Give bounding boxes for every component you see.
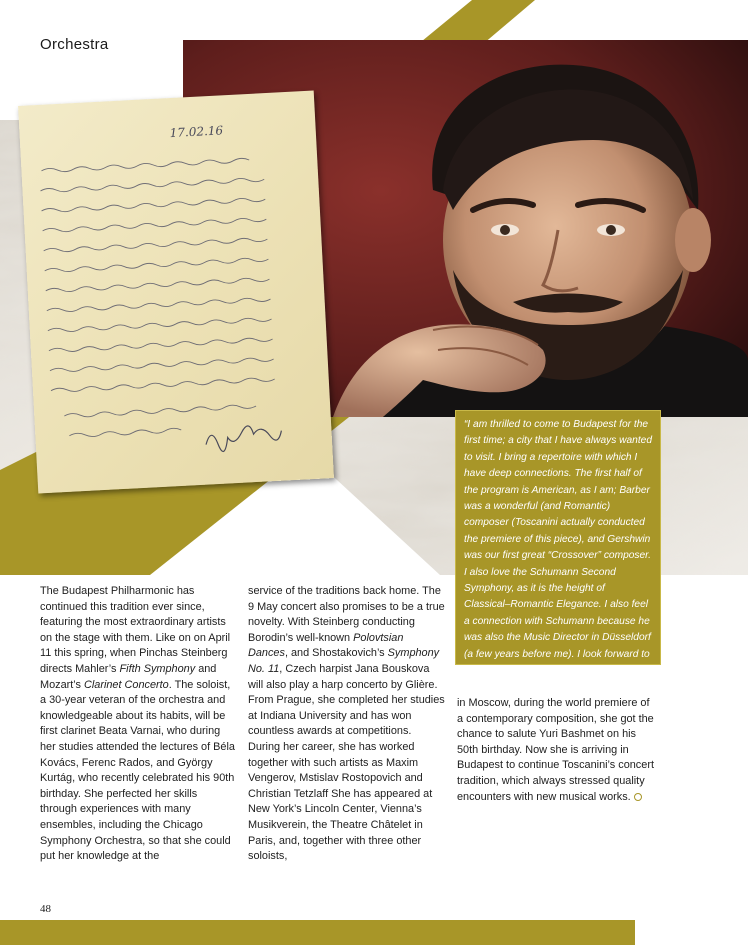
quote-box	[455, 410, 661, 693]
bottom-gold-bar	[0, 920, 635, 945]
right-gold-edge	[665, 575, 748, 945]
col1-italic-b: Clarinet Concerto	[83, 678, 169, 691]
col2-italic-b: Symphony No. 11	[248, 647, 440, 675]
body-column-1	[40, 584, 237, 865]
col1-italic-a: Fifth Symphony	[119, 662, 196, 675]
col2-italic-a: Polovtsian Dances	[248, 631, 404, 660]
col2-text-c: , Czech harpist Jana Bouskova will also play a harp concerto by Glière. From Prague, she completed her studies at Indiana University and has won countless awards at competitions. During her career, she has worked together with such artists as Maxim Vengerov, Mstislav Rostopovich and Christian Tetzlaff She has appeared at New York’s Lincoln Center, Vienna’s Musikverein, the Theatre Châtelet in Paris, and, together with three other soloists,	[248, 662, 445, 863]
end-of-article-icon	[634, 793, 642, 801]
col2-text-b: , and Shostakovich’s	[284, 647, 388, 660]
quote-text: “I am thrilled to come to Budapest for the first time; a city that I have always wanted to visit. I bring a repertoire with which I have deep connections. The first half of the program is American, as I am; Barber was a wonderful (and Romantic) composer (Toscanini actually conducted the premiere of this piece), and Gershwin was our first great “Crossover” composer. I also love the Schumann Second Symphony, as it is the height of Classical–Romantic Elegance. I also feel a connection with Schumann because he was also the Music Director in Düsseldorf (a few years before me). I look forward to the concerts, and Budapest!”	[464, 419, 652, 677]
signature-scribble	[205, 424, 282, 452]
col1-text-c: . The soloist, a 30-year veteran of the orchestra and knowledgeable about its habits, will be first clarinet Beata Varnai, who during her studies attended the lectures of Béla Kovács, Ferenc Rados, and György Kurtág, who recently celebrated his 90th birthday. She perfected her skills through experiences with many ensembles, including the Chicago Symphony Orchestra, so that she could put her knowledge at the	[40, 678, 235, 863]
col3-text-a: in Moscow, during the world premiere of a contemporary composition, she got the chance to salute Yuri Bashmet on his 50th birthday. Now she is arriving in Budapest to continue Toscanini’s concert tradition, which always stressed quality encounters with new musical works.	[457, 697, 654, 803]
quote-author: John Fiore	[464, 681, 513, 693]
body-column-3	[457, 696, 655, 805]
letter-date: 17.02.16	[169, 123, 224, 141]
page-number: 48	[40, 903, 51, 915]
section-title: Orchestra	[40, 36, 109, 53]
col1-text-a: The Budapest Philharmonic has continued this tradition ever since, featuring the most extraordinary artists on the stage with them. Like on on April 11 this spring, when Pinchas Steinberg directs Mahler’s	[40, 585, 231, 675]
handwritten-letter	[18, 91, 334, 494]
col1-text-b: and Mozart’s	[40, 662, 217, 691]
col2-text-a: service of the traditions back home. The 9 May concert also promises to be a true novelty. With Steinberg conducting Borodin’s well-known	[248, 585, 445, 644]
body-column-2	[248, 584, 446, 865]
